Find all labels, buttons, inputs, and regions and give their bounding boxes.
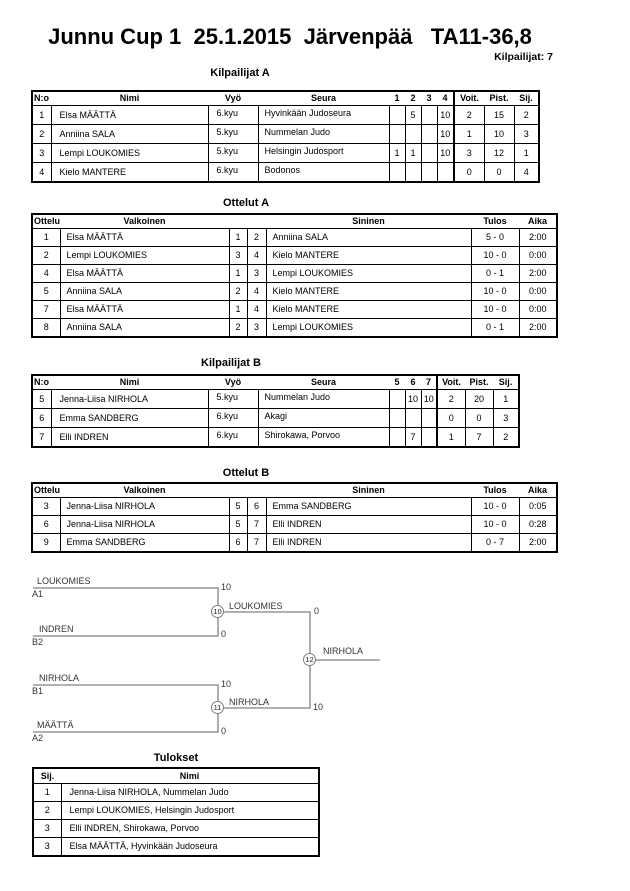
- cell: Elsa MÄÄTTÄ: [51, 105, 208, 124]
- col-header: Ottelu: [32, 483, 60, 497]
- cell: Emma SANDBERG: [60, 533, 229, 552]
- cell: 10: [437, 124, 454, 143]
- col-header: 6: [405, 375, 421, 389]
- col-header: Seura: [258, 91, 389, 105]
- cell: Emma SANDBERG: [266, 497, 471, 515]
- cell: 6: [32, 515, 60, 533]
- cell: 3: [493, 408, 519, 427]
- cell: 4: [32, 264, 60, 282]
- cell: 5: [32, 282, 60, 300]
- cell: 10: [484, 124, 514, 143]
- col-header: [247, 483, 266, 497]
- col-header: Voit.: [454, 91, 484, 105]
- cell: 1: [514, 143, 539, 162]
- cell: Bodonos: [258, 162, 389, 182]
- cell: 2:00: [519, 264, 557, 282]
- cell: 3: [33, 837, 61, 856]
- section-title-kilpailijat-a: Kilpailijat A: [210, 67, 270, 79]
- cell: Elsa MÄÄTTÄ: [60, 228, 229, 246]
- col-header: [229, 214, 247, 228]
- cell: 4: [247, 300, 266, 318]
- table-row: [32, 105, 539, 124]
- bracket-player-label: NIRHOLA: [39, 673, 80, 683]
- col-header: 2: [405, 91, 421, 105]
- bracket-seed-label: A1: [32, 589, 44, 599]
- table-row: [32, 533, 557, 552]
- cell: 1: [229, 300, 247, 318]
- col-header: 7: [421, 375, 437, 389]
- cell: [389, 105, 405, 124]
- cell: 2: [229, 318, 247, 337]
- col-header: Nimi: [61, 768, 319, 783]
- bracket-seed-label: B1: [32, 686, 44, 696]
- cell: 6.kyu: [208, 427, 258, 447]
- cell: 3: [33, 819, 61, 837]
- cell: Elli INDREN: [266, 515, 471, 533]
- cell: 2:00: [519, 533, 557, 552]
- cell: 0: [465, 408, 493, 427]
- cell: 5: [32, 389, 51, 408]
- cell: [389, 124, 405, 143]
- cell: [405, 408, 421, 427]
- cell: 7: [465, 427, 493, 447]
- cell: 7: [32, 300, 60, 318]
- cell: 7: [32, 427, 51, 447]
- section-title-kilpailijat-b: Kilpailijat B: [201, 357, 261, 369]
- bracket-score: 10: [313, 702, 324, 712]
- table-row: [33, 783, 319, 801]
- bracket-score: 0: [314, 606, 320, 616]
- cell: 4: [247, 246, 266, 264]
- cell: 2: [32, 246, 60, 264]
- cell: [389, 408, 405, 427]
- cell: 1: [32, 105, 51, 124]
- cell: [437, 162, 454, 182]
- cell: 0:00: [519, 300, 557, 318]
- bracket-score: 0: [221, 726, 227, 736]
- col-header: Pist.: [465, 375, 493, 389]
- cell: Hyvinkään Judoseura: [258, 105, 389, 124]
- bracket-lines: [0, 570, 400, 760]
- cell: Lempi LOUKOMIES, Helsingin Judosport: [61, 801, 319, 819]
- table-row: [32, 427, 519, 447]
- cell: Kielo MANTERE: [266, 300, 471, 318]
- cell: [405, 162, 421, 182]
- col-header: [229, 483, 247, 497]
- table-row: [32, 389, 519, 408]
- col-header: Valkoinen: [60, 483, 229, 497]
- table-ottelut-a: [31, 213, 558, 338]
- cell: 2: [493, 427, 519, 447]
- col-header: Pist.: [484, 91, 514, 105]
- table-row: [32, 300, 557, 318]
- bracket-match-number: 11: [211, 701, 224, 714]
- col-header: Valkoinen: [60, 214, 229, 228]
- cell: 12: [484, 143, 514, 162]
- cell: [421, 162, 437, 182]
- table-row: [32, 282, 557, 300]
- cell: [421, 105, 437, 124]
- table-row: [32, 515, 557, 533]
- table-row: [33, 819, 319, 837]
- cell: Anniina SALA: [51, 124, 208, 143]
- cell: 6: [247, 497, 266, 515]
- cell: 15: [484, 105, 514, 124]
- bracket-score: 10: [221, 679, 232, 689]
- cell: 10 - 0: [471, 282, 519, 300]
- col-header: Voit.: [437, 375, 465, 389]
- cell: Anniina SALA: [60, 318, 229, 337]
- cell: 1: [437, 427, 465, 447]
- col-header: Nimi: [51, 91, 208, 105]
- col-header: 3: [421, 91, 437, 105]
- cell: 5.kyu: [208, 389, 258, 408]
- cell: Jenna-Liisa NIRHOLA: [60, 515, 229, 533]
- header-row: [33, 768, 319, 783]
- table-row: [32, 246, 557, 264]
- col-header: Sij.: [493, 375, 519, 389]
- cell: Jenna-Liisa NIRHOLA, Nummelan Judo: [61, 783, 319, 801]
- table-row: [32, 228, 557, 246]
- cell: 3: [514, 124, 539, 143]
- cell: Anniina SALA: [266, 228, 471, 246]
- cell: Emma SANDBERG: [51, 408, 208, 427]
- cell: 1: [33, 783, 61, 801]
- cell: 1: [405, 143, 421, 162]
- bracket-seed-label: B2: [32, 637, 44, 647]
- cell: Elli INDREN: [51, 427, 208, 447]
- cell: [389, 389, 405, 408]
- cell: 7: [247, 515, 266, 533]
- table-row: [33, 837, 319, 856]
- table-row: [32, 318, 557, 337]
- col-header: Tulos: [471, 483, 519, 497]
- cell: 2: [514, 105, 539, 124]
- bracket-score: 10: [221, 582, 232, 592]
- cell: 7: [405, 427, 421, 447]
- cell: Helsingin Judosport: [258, 143, 389, 162]
- cell: 10: [421, 389, 437, 408]
- cell: 1: [454, 124, 484, 143]
- cell: [421, 427, 437, 447]
- col-header: 4: [437, 91, 454, 105]
- col-header: Sij.: [514, 91, 539, 105]
- cell: 0 - 7: [471, 533, 519, 552]
- cell: [421, 124, 437, 143]
- header-row: [32, 214, 557, 228]
- cell: Lempi LOUKOMIES: [51, 143, 208, 162]
- table-row: [32, 162, 539, 182]
- table-tulokset: [32, 767, 320, 857]
- cell: 5.kyu: [208, 124, 258, 143]
- cell: 10 - 0: [471, 515, 519, 533]
- cell: Elsa MÄÄTTÄ: [60, 300, 229, 318]
- bracket-player-label: NIRHOLA: [229, 697, 270, 707]
- bracket-player-label: NIRHOLA: [323, 646, 364, 656]
- bracket-player-label: MÄÄTTÄ: [37, 720, 74, 730]
- col-header: Sininen: [266, 483, 471, 497]
- cell: 0: [454, 162, 484, 182]
- cell: 10 - 0: [471, 246, 519, 264]
- cell: 20: [465, 389, 493, 408]
- col-header: Nimi: [51, 375, 208, 389]
- cell: 10: [405, 389, 421, 408]
- col-header: Aika: [519, 483, 557, 497]
- cell: [389, 162, 405, 182]
- cell: Nummelan Judo: [258, 389, 389, 408]
- cell: 8: [32, 318, 60, 337]
- cell: 6: [32, 408, 51, 427]
- table-row: [32, 497, 557, 515]
- cell: 6.kyu: [208, 162, 258, 182]
- cell: Kielo MANTERE: [266, 282, 471, 300]
- cell: 2:00: [519, 228, 557, 246]
- cell: 5: [229, 515, 247, 533]
- cell: 7: [247, 533, 266, 552]
- cell: 2: [229, 282, 247, 300]
- table-ottelut-b: [31, 482, 558, 553]
- table-row: [32, 408, 519, 427]
- cell: 3: [32, 497, 60, 515]
- bracket-player-label: INDREN: [39, 624, 74, 634]
- cell: 0 - 1: [471, 318, 519, 337]
- cell: Elli INDREN, Shirokawa, Porvoo: [61, 819, 319, 837]
- col-header: Seura: [258, 375, 389, 389]
- cell: 6: [229, 533, 247, 552]
- section-title-ottelut-a: Ottelut A: [222, 197, 270, 209]
- col-header: Sininen: [266, 214, 471, 228]
- table-row: [32, 143, 539, 162]
- cell: 10: [437, 105, 454, 124]
- cell: 2: [454, 105, 484, 124]
- bracket-match-number: 12: [303, 653, 316, 666]
- cell: 3: [247, 264, 266, 282]
- cell: 2:00: [519, 318, 557, 337]
- cell: 10: [437, 143, 454, 162]
- bracket-score: 0: [221, 629, 227, 639]
- header-row: [32, 91, 539, 105]
- cell: Jenna-Liisa NIRHOLA: [51, 389, 208, 408]
- cell: 0:00: [519, 246, 557, 264]
- cell: 4: [32, 162, 51, 182]
- header-row: [32, 483, 557, 497]
- cell: 6.kyu: [208, 105, 258, 124]
- col-header: Tulos: [471, 214, 519, 228]
- cell: 1: [32, 228, 60, 246]
- cell: 5 - 0: [471, 228, 519, 246]
- cell: 5.kyu: [208, 143, 258, 162]
- cell: 6.kyu: [208, 408, 258, 427]
- cell: Lempi LOUKOMIES: [60, 246, 229, 264]
- cell: Jenna-Liisa NIRHOLA: [60, 497, 229, 515]
- table-kilpailijat-a: [31, 90, 540, 183]
- cell: 5: [229, 497, 247, 515]
- cell: 3: [454, 143, 484, 162]
- col-header: Vyö: [208, 91, 258, 105]
- cell: 0: [484, 162, 514, 182]
- cell: 2: [33, 801, 61, 819]
- cell: 0 - 1: [471, 264, 519, 282]
- cell: 1: [389, 143, 405, 162]
- cell: Shirokawa, Porvoo: [258, 427, 389, 447]
- cell: 1: [493, 389, 519, 408]
- cell: Elsa MÄÄTTÄ, Hyvinkään Judoseura: [61, 837, 319, 856]
- bracket-player-label: LOUKOMIES: [37, 576, 91, 586]
- cell: 4: [247, 282, 266, 300]
- table-row: [32, 124, 539, 143]
- cell: Elsa MÄÄTTÄ: [60, 264, 229, 282]
- cell: Lempi LOUKOMIES: [266, 264, 471, 282]
- col-header: Ottelu: [32, 214, 60, 228]
- table-row: [32, 264, 557, 282]
- cell: Kielo MANTERE: [266, 246, 471, 264]
- col-header: Sij.: [33, 768, 61, 783]
- cell: [421, 143, 437, 162]
- cell: 3: [247, 318, 266, 337]
- cell: 0:00: [519, 282, 557, 300]
- cell: 3: [32, 143, 51, 162]
- cell: [421, 408, 437, 427]
- header-row: [32, 375, 519, 389]
- col-header: Vyö: [208, 375, 258, 389]
- cell: 2: [32, 124, 51, 143]
- cell: Nummelan Judo: [258, 124, 389, 143]
- competitors-count: Kilpailijat: 7: [494, 51, 553, 63]
- cell: Lempi LOUKOMIES: [266, 318, 471, 337]
- cell: 9: [32, 533, 60, 552]
- table-kilpailijat-b: [31, 374, 520, 448]
- col-header: N:o: [32, 91, 51, 105]
- cell: Elli INDREN: [266, 533, 471, 552]
- cell: [389, 427, 405, 447]
- col-header: N:o: [32, 375, 51, 389]
- bracket-seed-label: A2: [32, 733, 44, 743]
- col-header: 1: [389, 91, 405, 105]
- cell: Anniina SALA: [60, 282, 229, 300]
- cell: 5: [405, 105, 421, 124]
- bracket-match-number: 10: [211, 605, 224, 618]
- cell: 0:28: [519, 515, 557, 533]
- cell: 4: [514, 162, 539, 182]
- cell: 10 - 0: [471, 300, 519, 318]
- cell: Kielo MANTERE: [51, 162, 208, 182]
- section-title-ottelut-b: Ottelut B: [222, 467, 270, 479]
- cell: 1: [229, 228, 247, 246]
- col-header: [247, 214, 266, 228]
- col-header: 5: [389, 375, 405, 389]
- cell: 2: [247, 228, 266, 246]
- cell: 3: [229, 246, 247, 264]
- cell: Akagi: [258, 408, 389, 427]
- section-title-tulokset: Tulokset: [153, 752, 199, 764]
- cell: 0: [437, 408, 465, 427]
- cell: 0:05: [519, 497, 557, 515]
- col-header: Aika: [519, 214, 557, 228]
- bracket-player-label: LOUKOMIES: [229, 601, 283, 611]
- table-row: [33, 801, 319, 819]
- cell: 2: [437, 389, 465, 408]
- cell: [405, 124, 421, 143]
- cell: 1: [229, 264, 247, 282]
- cell: 10 - 0: [471, 497, 519, 515]
- page-title: Junnu Cup 1 25.1.2015 Järvenpää TA11-36,8: [48, 24, 532, 49]
